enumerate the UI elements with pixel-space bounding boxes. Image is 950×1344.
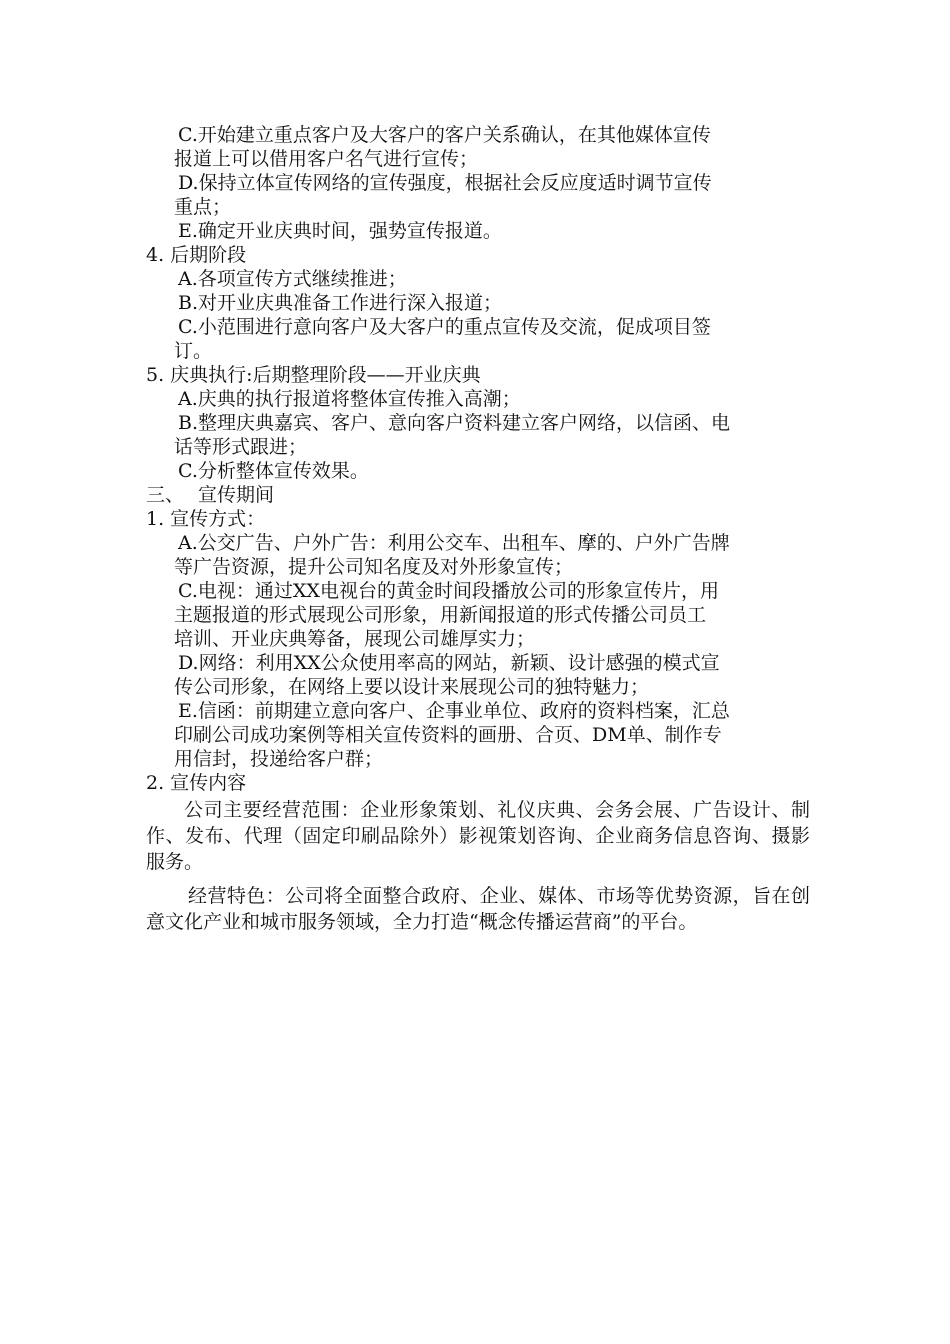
text-line: D.网络：利用XX公众使用率高的网站，新颖、设计感强的模式宣: [178, 652, 720, 674]
text-line: A.公交广告、户外广告：利用公交车、出租车、摩的、户外广告牌: [178, 532, 730, 554]
text-line: 5. 庆典执行:后期整理阶段——开业庆典: [146, 364, 481, 386]
text-line: 传公司形象，在网络上要以设计来展现公司的独特魅力；: [174, 676, 650, 698]
text-line: E.信函：前期建立意向客户、企事业单位、政府的资料档案，汇总: [178, 700, 730, 722]
text-line: C.小范围进行意向客户及大客户的重点宣传及交流，促成项目签: [178, 316, 711, 338]
text-line: 报道上可以借用客户名气进行宣传；: [174, 148, 479, 170]
text-line: E.确定开业庆典时间，强势宣传报道。: [178, 220, 502, 242]
text-line: 1. 宣传方式：: [146, 508, 266, 530]
publicity-list: [146, 507, 810, 795]
business-scope-paragraph: 公司主要经营范围：企业形象策划、礼仪庆典、会务会展、广告设计、制作、发布、代理（固定印刷品除外）影视策划咨询、企业商务信息咨询、摄影服务。: [146, 799, 810, 873]
section-number: 三、: [146, 484, 185, 506]
text-line: 主题报道的形式展现公司形象，用新闻报道的形式传播公司员工: [174, 604, 707, 626]
business-features-paragraph: 经营特色：公司将全面整合政府、企业、媒体、市场等优势资源，旨在创意文化产业和城市服务领域，全力打造“概念传播运营商”的平台。: [146, 885, 810, 933]
text-line: 培训、开业庆典筹备，展现公司雄厚实力；: [174, 628, 536, 650]
section-heading: [146, 483, 810, 507]
text-line: 印刷公司成功案例等相关宣传资料的画册、合页、DM单、制作专: [174, 724, 722, 746]
phase-list: [146, 123, 810, 483]
text-line: 4. 后期阶段: [146, 244, 247, 266]
text-line: 等广告资源，提升公司知名度及对外形象宣传；: [174, 556, 574, 578]
text-line: B.对开业庆典准备工作进行深入报道；: [178, 292, 503, 314]
text-line: A.庆典的执行报道将整体宣传推入高潮；: [178, 388, 521, 410]
text-line: 话等形式跟进；: [174, 436, 308, 458]
text-line: B.整理庆典嘉宾、客户、意向客户资料建立客户网络，以信函、电: [178, 412, 731, 434]
text-line: C.电视：通过XX电视台的黄金时间段播放公司的形象宣传片，用: [178, 580, 719, 602]
text-line: C.开始建立重点客户及大客户的客户关系确认，在其他媒体宣传: [178, 124, 711, 146]
text-line: 订。: [174, 340, 213, 362]
text-line: 用信封，投递给客户群；: [174, 748, 384, 770]
text-line: 2. 宣传内容: [146, 772, 247, 794]
document-body: [146, 123, 810, 935]
text-line: 重点；: [174, 196, 232, 218]
text-line: C.分析整体宣传效果。: [178, 460, 369, 482]
text-line: D.保持立体宣传网络的宣传强度，根据社会反应度适时调节宣传: [178, 172, 712, 194]
section-title: 宣传期间: [198, 484, 275, 506]
text-line: A.各项宣传方式继续推进；: [178, 268, 407, 290]
